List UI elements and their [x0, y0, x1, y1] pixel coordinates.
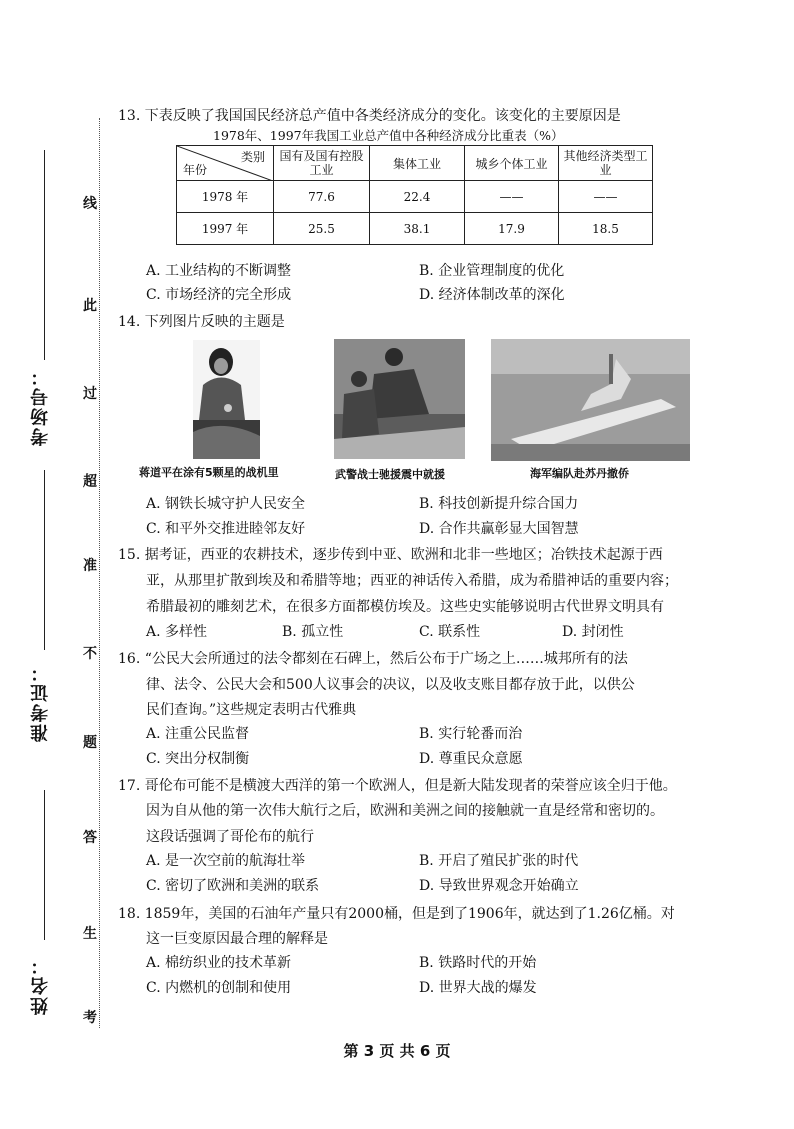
binding-dotted-line: [99, 118, 100, 1028]
margin-char: 过: [83, 386, 97, 402]
q18-option-d[interactable]: D. 世界大战的爆发: [419, 980, 537, 996]
table-row: [177, 181, 653, 213]
table-cell: 25.5: [274, 213, 370, 245]
q18-option-a[interactable]: A. 棉纺织业的技术革新: [146, 955, 292, 971]
q13-option-d[interactable]: D. 经济体制改革的深化: [419, 287, 565, 303]
table-cell: 17.9: [465, 213, 559, 245]
margin-char: 此: [83, 298, 97, 314]
margin-char: 生: [83, 926, 97, 942]
table-header-cell: 集体工业: [370, 146, 465, 181]
q17-stem-line: 17. 哥伦布可能不是横渡大西洋的第一个欧洲人，但是新大陆发现者的荣誉应该全归于他。: [118, 778, 677, 794]
q18-option-c[interactable]: C. 内燃机的创制和使用: [146, 980, 292, 996]
q13-option-c[interactable]: C. 市场经济的完全形成: [146, 287, 292, 303]
q13-option-a[interactable]: A. 工业结构的不断调整: [146, 263, 292, 279]
q16-option-d[interactable]: D. 尊重民众意愿: [419, 751, 523, 767]
warship-photo: [491, 339, 690, 461]
margin-char: 超: [83, 474, 97, 490]
pilot-photo: [193, 340, 260, 459]
photo-caption-2: 武警战士驰援震中就援: [335, 468, 445, 481]
table-cell: 1997 年: [177, 213, 274, 245]
name-label: 姓名：: [30, 955, 51, 1015]
table-cell: 77.6: [274, 181, 370, 213]
q17-stem-line: 这段话强调了哥伦布的航行: [146, 829, 314, 845]
table-cell: 38.1: [370, 213, 465, 245]
corner-year-label: 年份: [183, 163, 208, 177]
table-cell: 18.5: [559, 213, 653, 245]
q14-option-a[interactable]: A. 钢铁长城守护人民安全: [146, 496, 306, 512]
q18-stem-line: 这一巨变原因最合理的解释是: [146, 931, 328, 947]
q16-option-a[interactable]: A. 注重公民监督: [146, 726, 250, 742]
q16-stem-line: 16. “公民大会所通过的法令都刻在石碑上，然后公布于广场之上……城邦所有的法: [118, 651, 628, 667]
page-number: 第 3 页 共 6 页: [343, 1042, 451, 1060]
q18-option-b[interactable]: B. 铁路时代的开始: [419, 955, 537, 971]
rescue-photo: [334, 339, 465, 459]
table-cell: 22.4: [370, 181, 465, 213]
q17-option-a[interactable]: A. 是一次空前的航海壮举: [146, 853, 306, 869]
q15-option-a[interactable]: A. 多样性: [146, 624, 208, 640]
margin-char: 准: [83, 558, 97, 574]
table-cell: ——: [559, 181, 653, 213]
table-cell: 1978 年: [177, 181, 274, 213]
margin-char: 题: [83, 735, 97, 751]
q16-stem-line: 律、法令、公民大会和500人议事会的决议，以及收支账目都存放于此，以供公: [146, 677, 635, 693]
q14-option-d[interactable]: D. 合作共赢彰显大国智慧: [419, 521, 579, 537]
q13-data-table: [176, 145, 653, 245]
q13-table-title: 1978年、1997年我国工业总产值中各种经济成分比重表（%）: [213, 128, 564, 143]
name-blank[interactable]: [44, 790, 45, 940]
exam-room-blank[interactable]: [44, 150, 45, 360]
admission-no-blank[interactable]: [44, 470, 45, 650]
table-header-cell: 国有及国有控股工业: [274, 146, 370, 181]
margin-char: 考: [83, 1010, 97, 1026]
table-header-cell: 城乡个体工业: [465, 146, 559, 181]
q13-option-b[interactable]: B. 企业管理制度的优化: [419, 263, 565, 279]
q17-option-c[interactable]: C. 密切了欧洲和美洲的联系: [146, 878, 320, 894]
q15-option-d[interactable]: D. 封闭性: [562, 624, 624, 640]
q16-stem-line: 民们查询。”这些规定表明古代雅典: [146, 702, 357, 718]
photo-caption-3: 海军编队赴苏丹撤侨: [530, 467, 629, 480]
q18-stem-line: 18. 1859年，美国的石油年产量只有2000桶，但是到了1906年，就达到了1.26亿桶。对: [118, 906, 675, 922]
q17-option-b[interactable]: B. 开启了殖民扩张的时代: [419, 853, 579, 869]
q17-stem-line: 因为自从他的第一次伟大航行之后，欧洲和美洲之间的接触就一直是经常和密切的。: [146, 803, 664, 819]
q15-stem-line: 亚，从那里扩散到埃及和希腊等地；西亚的神话传入希腊，成为希腊神话的重要内容；: [146, 573, 678, 589]
q13-stem: 13. 下表反映了我国国民经济总产值中各类经济成分的变化。该变化的主要原因是: [118, 108, 621, 124]
q14-stem: 14. 下列图片反映的主题是: [118, 314, 285, 330]
q15-option-c[interactable]: C. 联系性: [419, 624, 481, 640]
q14-option-b[interactable]: B. 科技创新提升综合国力: [419, 496, 579, 512]
margin-char: 答: [83, 830, 97, 846]
table-row: [177, 213, 653, 245]
photo-caption-1: 蒋道平在涂有5颗星的战机里: [139, 466, 279, 479]
q15-option-b[interactable]: B. 孤立性: [282, 624, 344, 640]
q15-stem-line: 15. 据考证，西亚的农耕技术，逐步传到中亚、欧洲和北非一些地区；冶铁技术起源于西: [118, 547, 663, 563]
q16-option-c[interactable]: C. 突出分权制衡: [146, 751, 250, 767]
corner-category-label: 类别: [240, 150, 265, 164]
margin-char: 线: [83, 196, 97, 212]
exam-room-label: 考场号：: [30, 366, 51, 446]
margin-char: 不: [83, 646, 97, 662]
table-header-cell: 其他经济类型工业: [559, 146, 653, 181]
admission-no-label: 准考证：: [30, 662, 51, 742]
q15-stem-line: 希腊最初的雕刻艺术，在很多方面都模仿埃及。这些史实能够说明古代世界文明具有: [146, 599, 664, 615]
q16-option-b[interactable]: B. 实行轮番而治: [419, 726, 523, 742]
q17-option-d[interactable]: D. 导致世界观念开始确立: [419, 878, 579, 894]
table-cell: ——: [465, 181, 559, 213]
q14-option-c[interactable]: C. 和平外交推进睦邻友好: [146, 521, 306, 537]
table-corner-cell: [177, 146, 274, 181]
